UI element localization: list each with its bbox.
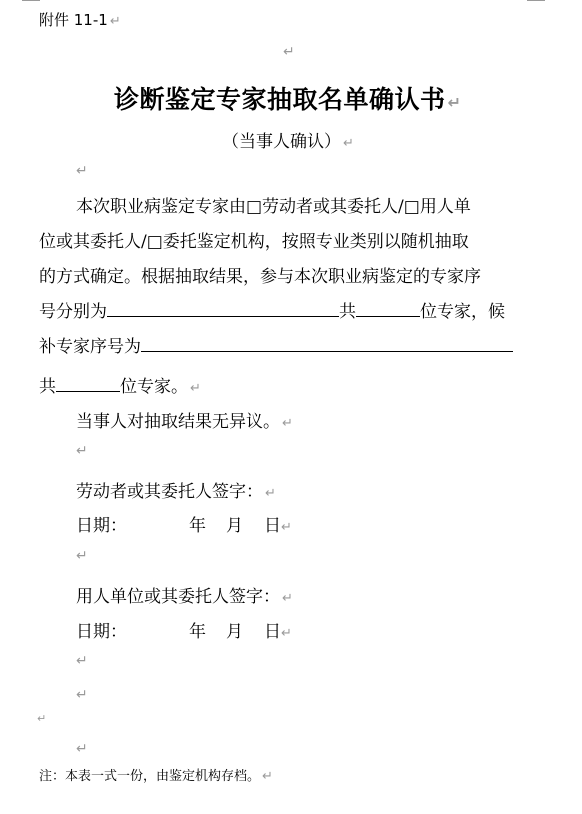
employer-signature-row bbox=[76, 582, 293, 607]
day-label-row bbox=[264, 511, 292, 536]
body-line-4: 号分别为 共 位专家，候 bbox=[39, 302, 505, 322]
paragraph-mark-icon: ↵ bbox=[76, 443, 88, 459]
day-label: 日 bbox=[264, 622, 281, 642]
month-label: 月 bbox=[226, 622, 243, 642]
footer-note: 注：本表一式一份，由鉴定机构存档。 bbox=[39, 769, 261, 784]
month-label: 月 bbox=[226, 516, 243, 536]
paragraph-mark-icon: ↵ bbox=[281, 626, 292, 641]
alternate-expert-numbers-field[interactable] bbox=[141, 336, 513, 352]
expert-count-field[interactable] bbox=[356, 301, 420, 317]
year-label: 年 bbox=[189, 622, 206, 642]
expert-numbers-field[interactable] bbox=[107, 301, 339, 317]
employer-date-row bbox=[76, 617, 316, 642]
attachment-label-row bbox=[39, 9, 121, 30]
paragraph-mark-icon: ↵ bbox=[262, 769, 273, 784]
day-label-row bbox=[264, 617, 292, 642]
paragraph-mark-icon: ↵ bbox=[76, 687, 88, 703]
body-line-1: 本次职业病鉴定专家由□劳动者或其委托人/□用人单 bbox=[76, 197, 471, 217]
paragraph-mark-icon: ↵ bbox=[283, 44, 295, 60]
confirmation-text: 当事人对抽取结果无异议。 bbox=[76, 412, 280, 432]
confirmation-row bbox=[76, 407, 293, 432]
crop-mark-right bbox=[527, 0, 545, 1]
body-line-2: 位或其委托人/□委托鉴定机构，按照专业类别以随机抽取 bbox=[39, 232, 469, 252]
paragraph-mark-icon: ↵ bbox=[343, 136, 354, 151]
document-subtitle: （当事人确认） bbox=[222, 132, 341, 152]
worker-signature-row bbox=[76, 477, 276, 502]
paragraph-mark-icon: ↵ bbox=[76, 163, 88, 179]
paragraph-mark-icon: ↵ bbox=[282, 416, 293, 431]
paragraph-mark-icon: ↵ bbox=[265, 486, 276, 501]
date-label: 日期： bbox=[76, 622, 127, 642]
employer-signature-label: 用人单位或其委托人签字： bbox=[76, 587, 280, 607]
body-line-5: 补专家序号为 bbox=[39, 330, 529, 365]
worker-date-row bbox=[76, 511, 316, 536]
paragraph-mark-icon: ↵ bbox=[37, 712, 47, 725]
document-title: 诊断鉴定专家抽取名单确认书 bbox=[114, 85, 446, 114]
paragraph-mark-icon: ↵ bbox=[109, 14, 121, 29]
footer-note-row bbox=[39, 765, 273, 784]
body-line-3: 的方式确定。根据抽取结果，参与本次职业病鉴定的专家序 bbox=[39, 267, 481, 287]
paragraph-mark-icon: ↵ bbox=[190, 381, 201, 396]
alternate-expert-count-field[interactable] bbox=[56, 376, 120, 392]
paragraph-mark-icon: ↵ bbox=[76, 741, 88, 757]
expert-selection-paragraph bbox=[39, 190, 529, 365]
date-label: 日期： bbox=[76, 516, 127, 536]
paragraph-mark-icon: ↵ bbox=[282, 591, 293, 606]
paragraph-mark-icon: ↵ bbox=[76, 653, 88, 669]
crop-mark-left bbox=[22, 0, 40, 1]
worker-signature-label: 劳动者或其委托人签字： bbox=[76, 482, 263, 502]
day-label: 日 bbox=[264, 516, 281, 536]
paragraph-mark-icon: ↵ bbox=[281, 520, 292, 535]
document-subtitle-row bbox=[222, 127, 354, 152]
document-title-row bbox=[114, 80, 461, 116]
paragraph-mark-icon: ↵ bbox=[447, 93, 462, 112]
body-line-6: 共 位专家。 ↵ bbox=[39, 377, 201, 397]
year-label: 年 bbox=[189, 516, 206, 536]
attachment-label: 附件 11-1 bbox=[39, 11, 108, 29]
paragraph-mark-icon: ↵ bbox=[76, 548, 88, 564]
